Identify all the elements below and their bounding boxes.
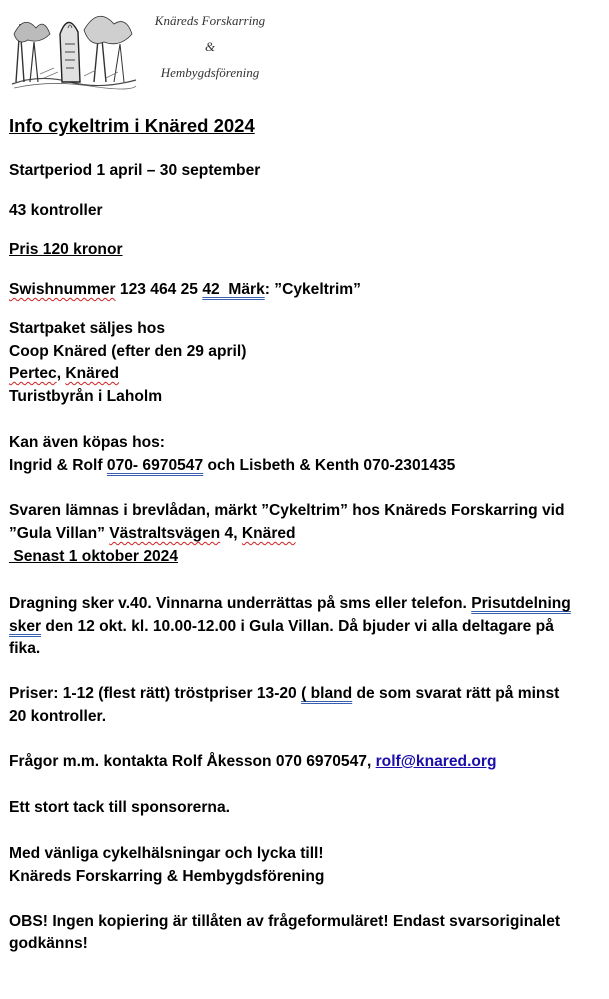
svaren-street: Västraltsvägen [109,525,221,542]
svaren-place: Knäred [241,525,296,542]
svaren-line-2 [9,523,296,546]
dragning-line-1 [9,593,571,616]
pertec-name: Pertec [9,365,57,382]
dragning-pre: Dragning sker v.40. Vinnarna underrättas på sms eller telefon. [9,595,472,612]
swish-mark-word: Märk [228,281,265,298]
svaren-deadline: Senast 1 oktober 2024 [9,548,179,565]
kopas-line [9,455,455,478]
halsning-line-2: Knäreds Forskarring & Hembygdsförening [9,868,325,885]
logo-line-3: Hembygdsförening [160,65,260,80]
obs-line-2: godkänns! [9,935,88,952]
svaren-pre: ”Gula Villan” [9,525,110,542]
dragning-post: den 12 okt. kl. 10.00-12.00 i Gula Villan. Då bjuder vi alla deltagare på [41,618,554,635]
kopas-heading: Kan även köpas hos: [9,434,165,451]
swish-number-last: 42 [202,281,220,298]
svaren-mid: 4, [220,525,242,542]
kontroller-text: 43 kontroller [9,202,103,219]
kopas-post: och Lisbeth & Kenth 070-2301435 [203,457,456,474]
pertec-place: Knäred [65,365,120,382]
kopas-phone1: 070- 6970547 [106,457,204,474]
priser-pre: Priser: 1-12 (flest rätt) tröstpriser 13-20 [9,685,302,702]
swish-line [9,279,361,302]
svaren-line-1: Svaren lämnas i brevlådan, märkt ”Cykeltrim” hos Knäreds Forskarring vid [9,502,565,519]
swish-mark-rest: : ”Cykeltrim” [264,281,361,298]
tack-text: Ett stort tack till sponsorerna. [9,799,230,816]
swish-number: 123 464 25 [115,281,203,298]
logo-text [145,8,275,86]
dragning-sker: sker [9,618,42,635]
swish-word: Swishnummer [9,281,116,298]
fragor-line [9,751,497,774]
startpaket-turist: Turistbyrån i Laholm [9,388,163,405]
pertec-sep: , [56,365,66,382]
kopas-pre: Ingrid & Rolf [9,457,107,474]
logo-line-1: Knäreds Forskarring [154,13,266,28]
priser-post: de som svarat rätt på minst [352,685,560,702]
logo-line-2: & [204,39,216,54]
startperiod-text: Startperiod 1 april – 30 september [9,162,261,179]
price-text: Pris 120 kronor [9,241,123,258]
fragor-text: Frågor m.m. kontakta Rolf Åkesson 070 6970547, [9,753,376,770]
halsning-line-1: Med vänliga cykelhälsningar och lycka till! [9,845,324,862]
startpaket-pertec [9,363,119,386]
dragning-line-3: fika. [9,640,41,657]
priser-line-1 [9,683,559,706]
page-title: Info cykeltrim i Knäred 2024 [9,115,255,136]
email-link[interactable]: rolf@knared.org [375,753,497,770]
startpaket-coop: Coop Knäred (efter den 29 april) [9,343,247,360]
sketch-logo-image [10,4,138,92]
dragning-prisutdelning: Prisutdelning [471,595,571,612]
obs-line-1: OBS! Ingen kopiering är tillåten av frågeformuläret! Endast svarsoriginalet [9,913,561,930]
priser-bland: ( bland [301,685,353,702]
dragning-line-2 [9,616,554,639]
priser-line-2: 20 kontroller. [9,708,107,725]
startpaket-heading: Startpaket säljes hos [9,320,166,337]
